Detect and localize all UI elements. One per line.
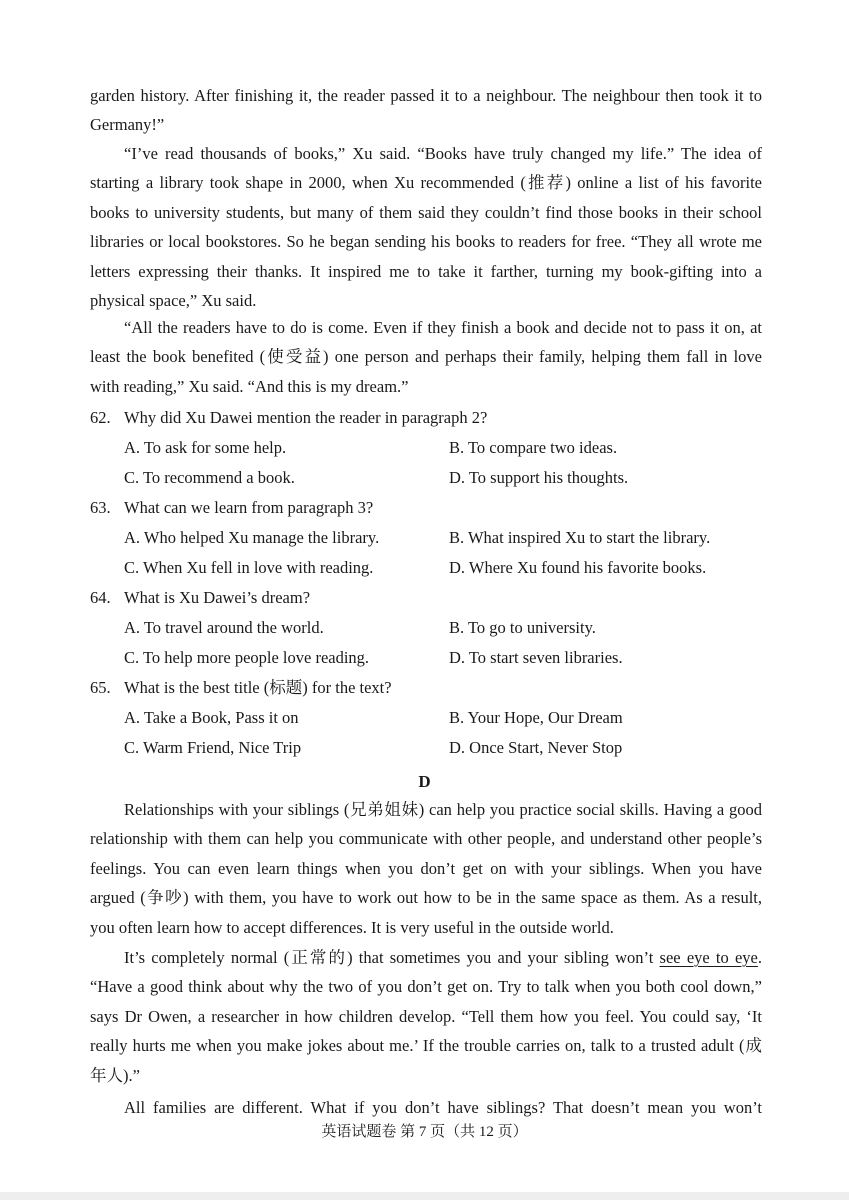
passage-d-paragraph-1 bbox=[90, 795, 762, 942]
text-line: letters expressing their thanks. It inspired me to take it farther, turning my book-gifting into a bbox=[90, 261, 762, 281]
passage-paragraph-3 bbox=[90, 313, 762, 401]
text-line: says Dr Owen, a researcher in how children develop. “Tell them how you feel. You could say, ‘It bbox=[90, 1006, 762, 1026]
option-a[interactable]: A. Take a Book, Pass it on bbox=[124, 708, 299, 727]
text-line: 年人).” bbox=[90, 1065, 140, 1085]
text-line: “Have a good think about why the two of you don’t get on. Try to talk when you both cool down,” bbox=[90, 977, 762, 997]
passage-d-paragraph-3 bbox=[90, 1093, 762, 1122]
question-text: What can we learn from paragraph 3? bbox=[124, 498, 374, 517]
option-a[interactable]: A. To ask for some help. bbox=[124, 438, 287, 457]
text-line: starting a library took shape in 2000, when Xu recommended (推荐) online a list of his favorite bbox=[90, 173, 762, 193]
option-c[interactable]: C. To recommend a book. bbox=[124, 468, 295, 487]
page-bottom-edge bbox=[0, 1192, 849, 1200]
question-text: What is Xu Dawei’s dream? bbox=[124, 588, 311, 607]
option-c[interactable]: C. To help more people love reading. bbox=[124, 648, 370, 667]
text-line: relationship with them can help you communicate with other people, and understand other people’s bbox=[90, 829, 762, 849]
question-text: Why did Xu Dawei mention the reader in paragraph 2? bbox=[124, 408, 488, 427]
text-line: you often learn how to accept differences. It is very useful in the outside world. bbox=[90, 917, 614, 937]
question-62 bbox=[90, 403, 487, 433]
text-line: books to university students, but many of them said they couldn’t find those books in their school bbox=[90, 202, 762, 222]
question-65 bbox=[90, 673, 392, 703]
option-d[interactable]: D. To support his thoughts. bbox=[449, 468, 629, 487]
option-b[interactable]: B. Your Hope, Our Dream bbox=[449, 708, 623, 727]
text-line: feelings. You can even learn things when you don’t get on with your siblings. When you have bbox=[90, 858, 762, 878]
section-heading: D bbox=[418, 772, 431, 791]
text-line: physical space,” Xu said. bbox=[90, 290, 257, 310]
text-line: argued (争吵) with them, you have to work out how to be in the same space as them. As a result, bbox=[90, 888, 762, 908]
passage-paragraph-1 bbox=[90, 81, 762, 140]
text-line bbox=[90, 943, 762, 972]
text-fragment: It’s completely normal (正常的) that sometimes you and your sibling won’t bbox=[124, 948, 660, 967]
page-footer: 英语试题卷 第 7 页（共 12 页） bbox=[321, 1124, 528, 1140]
text-line: All families are different. What if you don’t have siblings? That doesn’t mean you won’t bbox=[124, 1098, 762, 1117]
question-number: 62. bbox=[90, 408, 111, 427]
option-d[interactable]: D. Where Xu found his favorite books. bbox=[449, 558, 707, 577]
option-c[interactable]: C. When Xu fell in love with reading. bbox=[124, 558, 374, 577]
option-d[interactable]: D. To start seven libraries. bbox=[449, 648, 623, 667]
option-b[interactable]: B. To compare two ideas. bbox=[449, 438, 618, 457]
text-line: “I’ve read thousands of books,” Xu said. “Books have truly changed my life.” The idea of bbox=[124, 144, 762, 163]
passage-paragraph-2 bbox=[90, 139, 762, 315]
text-fragment: . bbox=[757, 948, 763, 967]
question-number: 63. bbox=[90, 498, 111, 517]
text-line: really hurts me when you make jokes about me.’ If the trouble carries on, talk to a trusted adult (成 bbox=[90, 1036, 762, 1056]
question-number: 64. bbox=[90, 588, 111, 607]
text-line: with reading,” Xu said. “And this is my dream.” bbox=[90, 376, 409, 396]
option-c[interactable]: C. Warm Friend, Nice Trip bbox=[124, 738, 302, 757]
option-b[interactable]: B. To go to university. bbox=[449, 618, 596, 637]
underlined-phrase: see eye to eye bbox=[659, 948, 758, 967]
question-text: What is the best title (标题) for the text? bbox=[124, 678, 392, 697]
question-number: 65. bbox=[90, 678, 111, 697]
question-64 bbox=[90, 583, 310, 613]
option-a[interactable]: A. Who helped Xu manage the library. bbox=[124, 528, 380, 547]
option-d[interactable]: D. Once Start, Never Stop bbox=[449, 738, 623, 757]
text-line: garden history. After finishing it, the reader passed it to a neighbour. The neighbour then took it to bbox=[90, 86, 762, 105]
text-line: libraries or local bookstores. So he began sending his books to readers for free. “They all wrote me bbox=[90, 232, 762, 252]
question-63 bbox=[90, 493, 373, 523]
text-line: Germany!” bbox=[90, 115, 165, 135]
option-a[interactable]: A. To travel around the world. bbox=[124, 618, 324, 637]
text-line: least the book benefited (使受益) one person and perhaps their family, helping them fall in love bbox=[90, 347, 762, 367]
option-b[interactable]: B. What inspired Xu to start the library. bbox=[449, 528, 711, 547]
passage-d-paragraph-2 bbox=[90, 943, 762, 1090]
text-line: Relationships with your siblings (兄弟姐妹) can help you practice social skills. Having a good bbox=[124, 800, 762, 819]
text-line: “All the readers have to do is come. Even if they finish a book and decide not to pass it on, at bbox=[124, 318, 762, 337]
